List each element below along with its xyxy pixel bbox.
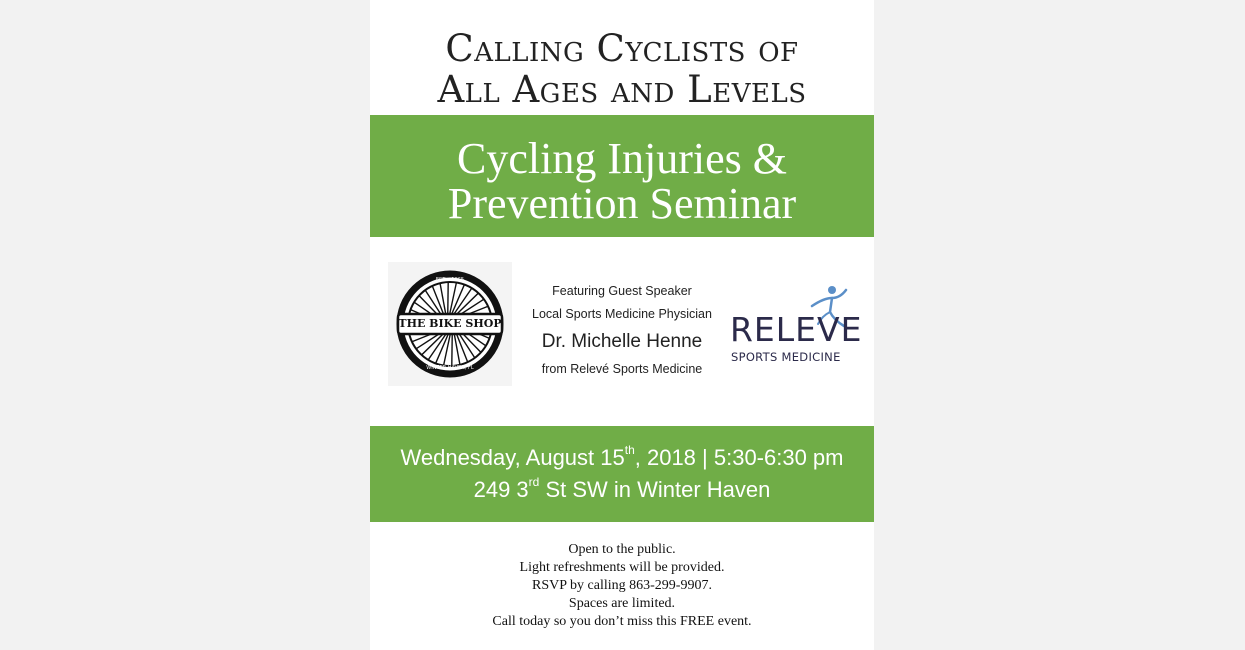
releve-logo (726, 282, 863, 372)
speaker-role: Local Sports Medicine Physician (532, 307, 712, 321)
note-limited: Spaces are limited. (568, 596, 676, 611)
headline-line-2: All Ages and Levels (437, 68, 807, 111)
speaker-name: Dr. Michelle Henne (541, 331, 703, 352)
speaker-block (520, 280, 724, 381)
bike-shop-ring-top: EST • 1965 (435, 277, 465, 283)
bike-shop-name: THE BIKE SHOP (398, 317, 502, 330)
headline (370, 28, 874, 110)
bike-shop-logo (388, 262, 512, 386)
speaker-affiliation: from Relevé Sports Medicine (541, 362, 703, 376)
speaker-intro: Featuring Guest Speaker (552, 284, 692, 298)
releve-subtitle: SPORTS MEDICINE (731, 350, 841, 364)
note-call-today: Call today so you don’t miss this FREE event. (492, 614, 752, 629)
note-rsvp: RSVP by calling 863-299-9907. (532, 578, 712, 593)
event-details-banner (370, 426, 874, 522)
title-line-1: Cycling Injuries & (457, 134, 787, 183)
title-line-2: Prevention Seminar (447, 179, 797, 228)
note-public: Open to the public. (568, 542, 676, 557)
event-address: 249 3rd St SW in Winter Haven (473, 474, 771, 502)
event-notes (370, 541, 874, 631)
headline-line-1: Calling Cyclists of (445, 27, 799, 70)
event-date-time: Wednesday, August 15th, 2018 | 5:30-6:30 pm (400, 442, 844, 470)
event-flyer (370, 0, 874, 650)
releve-wordmark: RELEVE (730, 310, 863, 349)
note-refreshments: Light refreshments will be provided. (519, 560, 725, 575)
bike-shop-ring-bottom: WINTER HAVEN, FL (426, 365, 474, 371)
title-banner (370, 115, 874, 237)
